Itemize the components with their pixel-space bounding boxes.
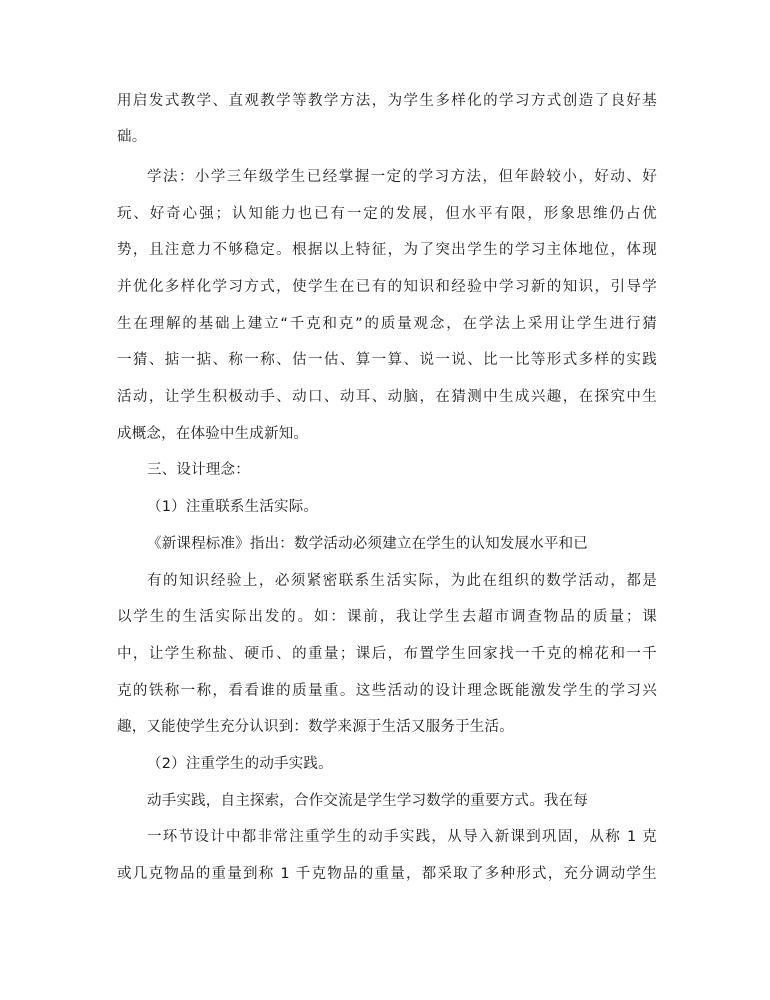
text-line: 克的铁称一称，看看谁的质量重。这些活动的设计理念既能激发学生的学习兴	[117, 683, 657, 699]
text-line: 或几克物品的重量到称 1 千克物品的重量，都采取了多种形式，充分调动学生	[117, 866, 657, 882]
text-line: 用启发式教学、直观教学等教学方法，为学生多样化的学习方式创造了良好基	[117, 93, 657, 109]
text-line: 活动，让学生积极动手、动口、动耳、动脑，在猜测中生成兴趣，在探究中生	[117, 389, 657, 405]
text-line: 有的知识经验上，必须紧密联系生活实际，为此在组织的数学活动，都是	[147, 573, 657, 589]
text-line: 生在理解的基础上建立“千克和克”的质量观念，在学法上采用让学生进行猜	[117, 316, 657, 332]
section-heading: 三、设计理念：	[147, 462, 250, 478]
text-line: 一猜、掂一掂、称一称、估一估、算一算、说一说、比一比等形式多样的实践	[117, 352, 657, 368]
text-line: 础。	[117, 129, 147, 145]
text-line: 学法：小学三年级学生已经掌握一定的学习方法，但年龄较小，好动、好	[147, 169, 657, 185]
text-line: 成概念，在体验中生成新知。	[117, 426, 309, 442]
text-line: 并优化多样化学习方式，使学生在已有的知识和经验中学习新的知识，引导学	[117, 279, 657, 295]
text-line: 中，让学生称盐、硬币、的重量；课后，布置学生回家找一千克的棉花和一千	[117, 646, 657, 662]
text-line: 《新课程标准》指出：数学活动必须建立在学生的认知发展水平和已	[147, 536, 588, 552]
subsection-heading: （2）注重学生的动手实践。	[147, 756, 333, 772]
text-line: 势，且注意力不够稳定。根据以上特征，为了突出学生的学习主体地位，体现	[117, 242, 657, 258]
text-line: 动手实践，自主探索，合作交流是学生学习数学的重要方式。我在每	[147, 793, 588, 809]
subsection-heading: （1）注重联系生活实际。	[147, 499, 319, 515]
text-line: 以学生的生活实际出发的。如：课前，我让学生去超市调查物品的质量；课	[117, 609, 657, 625]
text-line: 玩、好奇心强；认知能力也已有一定的发展，但水平有限，形象思维仍占优	[117, 206, 657, 222]
text-line: 趣，又能使学生充分认识到：数学来源于生活又服务于生活。	[117, 719, 514, 735]
text-line: 一环节设计中都非常注重学生的动手实践，从导入新课到巩固，从称 1 克	[147, 829, 657, 845]
